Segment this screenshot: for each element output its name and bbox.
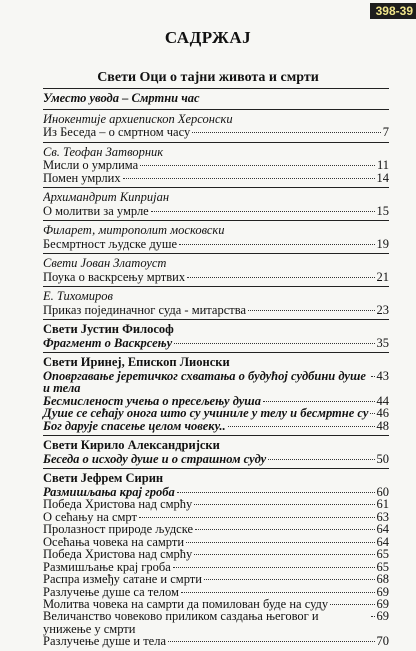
dot-leader: [370, 413, 374, 414]
toc-entry[interactable]: [43, 548, 389, 560]
toc-group: [43, 353, 389, 436]
dot-leader: [371, 616, 375, 617]
dot-leader: [204, 579, 375, 580]
toc-entry-page: 44: [376, 393, 389, 408]
toc-group-heading: Свети Иринеј, Епископ Лионски: [43, 355, 230, 370]
dot-leader: [151, 211, 375, 212]
toc-entry-page: 68: [376, 572, 389, 587]
toc-entry-title: Размишљање крај гроба: [43, 559, 171, 574]
toc-entry-title: Из Беседа – о смртном часу: [43, 125, 191, 140]
toc-entry-page: 69: [376, 584, 389, 599]
dot-leader: [179, 244, 374, 245]
toc-group-heading: Свети Кирило Александријски: [43, 438, 220, 453]
dot-leader: [263, 401, 375, 402]
toc-entry-page: 65: [376, 547, 389, 562]
toc-entry-title: Распра између сатане и смрти: [43, 572, 202, 587]
toc-group-heading: Е. Тихомиров: [43, 289, 113, 304]
toc-group: [43, 89, 389, 110]
toc-entry-page: 60: [376, 484, 389, 499]
toc-group-heading: Филарет, митрополит московски: [43, 223, 225, 238]
toc-group-heading: Архимандрит Кипријан: [43, 190, 170, 205]
dot-leader: [268, 459, 374, 460]
toc-group-heading: Свети Јован Златоуст: [43, 256, 167, 271]
page-range-badge: 398-39: [370, 3, 416, 19]
dot-leader: [186, 542, 374, 543]
toc-entry-title: Оповргавање јеретичког схватања о будућој судбини душе и тела: [43, 368, 366, 396]
toc-group: [43, 287, 389, 320]
dot-leader: [177, 492, 375, 493]
toc-entry-page: 48: [376, 418, 389, 433]
toc-entry-title: Беседа о исходу душе и о страшном суду: [43, 451, 267, 466]
toc-entry-page: 70: [376, 634, 389, 649]
toc-entry[interactable]: [43, 420, 389, 432]
toc-entry-title: Осећања човека на самрти: [43, 534, 185, 549]
toc-entry-title: Приказ појединачног суда - митарства: [43, 302, 246, 317]
toc-entry-title: Фрагмент о Васкрсењу: [43, 335, 173, 350]
toc-entry-page: 61: [376, 497, 389, 512]
toc-group-heading: Св. Теофан Затворник: [43, 144, 164, 159]
toc-group: [43, 188, 389, 221]
toc-entry[interactable]: [43, 304, 389, 316]
toc-entry[interactable]: [43, 573, 389, 585]
toc-entry-title: Победа Христова над смрћу: [43, 547, 193, 562]
toc-group-heading: Инокентије архиепископ Херсонски: [43, 111, 233, 126]
toc-entry-page: 46: [376, 406, 389, 421]
dot-leader: [174, 343, 374, 344]
dot-leader: [194, 554, 374, 555]
toc-entry-title: Бог дарује спасење целом човеку..: [43, 418, 226, 433]
toc-group: [43, 221, 389, 254]
toc-entry-title: Победа Христова над смрћу: [43, 497, 193, 512]
toc-entry-title: Величанство човеково приликом саздања његовог и унижење у смрти: [43, 609, 319, 636]
toc-entry-page: 43: [376, 368, 389, 383]
toc-entry-page: 35: [376, 335, 389, 350]
toc-entry-title: Молитва човека на самрти да помилован буде на суду: [43, 596, 329, 611]
dot-leader: [248, 310, 375, 311]
toc-entry-title: Помен умрлих: [43, 170, 121, 185]
toc-entry-title: Бесмртност људске душе: [43, 236, 178, 251]
toc-group: [43, 110, 389, 143]
toc-group: [43, 254, 389, 287]
dot-leader: [168, 641, 375, 642]
toc-entry-title: Пролазност природе људске: [43, 522, 194, 537]
toc-entry[interactable]: [43, 172, 389, 184]
toc-entry-title: Разлучење душе са телом: [43, 584, 179, 599]
dot-leader: [371, 376, 375, 377]
toc-entry[interactable]: [43, 370, 389, 395]
toc-entry-page: 21: [376, 269, 389, 284]
toc-entry-page: 64: [376, 522, 389, 537]
toc-entry[interactable]: [43, 498, 389, 510]
toc-entry-title: Мисли о умрлима: [43, 158, 139, 173]
toc-group: [43, 320, 389, 353]
toc-entry[interactable]: [43, 523, 389, 535]
dot-leader: [139, 517, 375, 518]
toc-entry-title: Поука о васкрсењу мртвих: [43, 269, 186, 284]
dot-leader: [195, 529, 374, 530]
toc-group-heading: Уместо увода – Смртни час: [43, 91, 200, 105]
toc-entry-title: Размишљања крај гроба: [43, 484, 175, 499]
dot-leader: [228, 426, 375, 427]
toc-entry-page: 69: [376, 609, 389, 624]
dot-leader: [194, 504, 374, 505]
toc-entry[interactable]: [43, 238, 389, 250]
toc-entry-page: 15: [376, 203, 389, 218]
toc-entry-title: Разлучење душе и тела: [43, 634, 166, 649]
dot-leader: [192, 132, 381, 133]
toc-entry-title: Душе се сећају онога што су учиниле у телу и бесмртне су: [43, 406, 369, 421]
toc-group-heading: Свети Јустин Философ: [43, 322, 174, 337]
toc-entry[interactable]: [43, 610, 389, 635]
table-of-contents: [43, 88, 389, 651]
dot-leader: [187, 277, 374, 278]
toc-group-heading: Свети Јефрем Сирин: [43, 471, 164, 486]
toc-entry-page: 65: [376, 559, 389, 574]
toc-entry-page: 19: [376, 236, 389, 251]
toc-entry-page: 7: [382, 125, 389, 140]
toc-group: [43, 436, 389, 469]
toc-entry-title: Бесмисленост учења о пресељењу душа: [43, 393, 261, 408]
toc-entry[interactable]: [43, 453, 389, 465]
toc-entry-title: О молитви за умрле: [43, 203, 149, 218]
dot-leader: [123, 178, 375, 179]
toc-entry-title: О сећању на смрт: [43, 509, 137, 524]
toc-entry-page: 50: [376, 451, 389, 466]
toc-entry-page: 14: [376, 170, 389, 185]
toc-entry[interactable]: [43, 159, 389, 171]
dot-leader: [173, 567, 375, 568]
dot-leader: [330, 604, 374, 605]
toc-entry[interactable]: [43, 271, 389, 283]
dot-leader: [181, 592, 375, 593]
page-title: САДРЖАЈ: [164, 28, 252, 47]
toc-entry[interactable]: [43, 126, 389, 138]
dot-leader: [140, 165, 375, 166]
toc-entry-page: 63: [376, 509, 389, 524]
toc-entry-page: 11: [376, 158, 389, 173]
toc-entry-page: 64: [376, 534, 389, 549]
toc-entry-page: 23: [376, 302, 389, 317]
toc-entry-page: 69: [376, 596, 389, 611]
toc-group: [43, 143, 389, 189]
toc-entry[interactable]: [43, 337, 389, 349]
toc-entry[interactable]: [43, 407, 389, 419]
section-title: Свети Оци о тајни живота и смрти: [97, 70, 319, 85]
toc-entry[interactable]: [43, 205, 389, 217]
toc-entry[interactable]: [43, 635, 389, 647]
toc-group: [43, 469, 389, 650]
